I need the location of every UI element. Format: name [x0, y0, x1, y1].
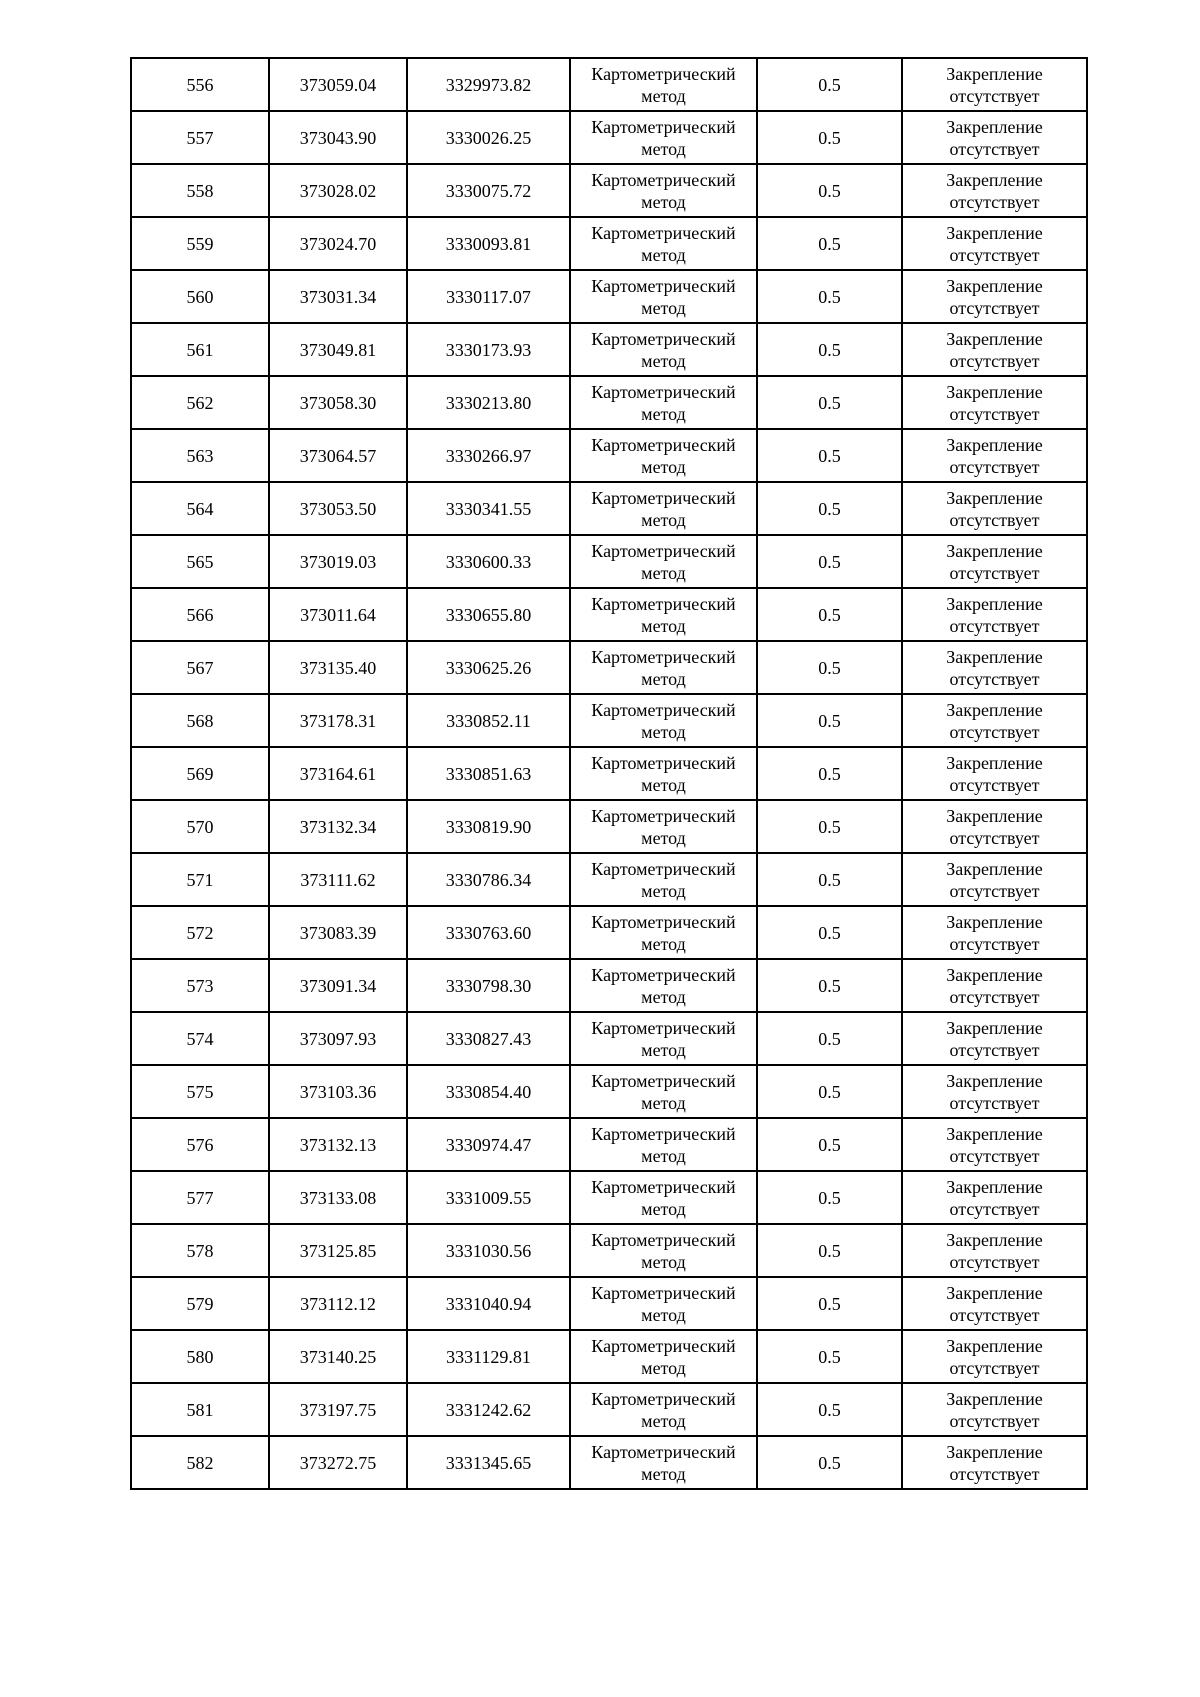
x-coordinate-cell: 373059.04: [269, 58, 407, 111]
accuracy-cell: 0.5: [757, 535, 902, 588]
fixation-cell: Закрепление отсутствует: [902, 747, 1087, 800]
accuracy-cell: 0.5: [757, 641, 902, 694]
method-cell: Картометрический метод: [570, 747, 757, 800]
fixation-cell: Закрепление отсутствует: [902, 853, 1087, 906]
table-row: [131, 111, 1087, 164]
table-row: [131, 641, 1087, 694]
point-number-cell: 558: [131, 164, 269, 217]
y-coordinate-cell: 3330854.40: [407, 1065, 570, 1118]
fixation-cell: Закрепление отсутствует: [902, 429, 1087, 482]
table-row: [131, 482, 1087, 535]
y-coordinate-cell: 3330341.55: [407, 482, 570, 535]
x-coordinate-cell: 373164.61: [269, 747, 407, 800]
accuracy-cell: 0.5: [757, 217, 902, 270]
fixation-cell: Закрепление отсутствует: [902, 535, 1087, 588]
x-coordinate-cell: 373053.50: [269, 482, 407, 535]
method-cell: Картометрический метод: [570, 906, 757, 959]
point-number-cell: 557: [131, 111, 269, 164]
table-row: [131, 58, 1087, 111]
fixation-cell: Закрепление отсутствует: [902, 270, 1087, 323]
point-number-cell: 560: [131, 270, 269, 323]
accuracy-cell: 0.5: [757, 906, 902, 959]
accuracy-cell: 0.5: [757, 164, 902, 217]
x-coordinate-cell: 373132.34: [269, 800, 407, 853]
method-cell: Картометрический метод: [570, 429, 757, 482]
table-row: [131, 1012, 1087, 1065]
point-number-cell: 568: [131, 694, 269, 747]
x-coordinate-cell: 373112.12: [269, 1277, 407, 1330]
table-row: [131, 1171, 1087, 1224]
point-number-cell: 572: [131, 906, 269, 959]
method-cell: Картометрический метод: [570, 376, 757, 429]
y-coordinate-cell: 3330026.25: [407, 111, 570, 164]
fixation-cell: Закрепление отсутствует: [902, 588, 1087, 641]
y-coordinate-cell: 3330213.80: [407, 376, 570, 429]
table-row: [131, 376, 1087, 429]
fixation-cell: Закрепление отсутствует: [902, 1118, 1087, 1171]
x-coordinate-cell: 373049.81: [269, 323, 407, 376]
x-coordinate-cell: 373125.85: [269, 1224, 407, 1277]
table-row: [131, 535, 1087, 588]
x-coordinate-cell: 373083.39: [269, 906, 407, 959]
table-row: [131, 959, 1087, 1012]
x-coordinate-cell: 373024.70: [269, 217, 407, 270]
y-coordinate-cell: 3330266.97: [407, 429, 570, 482]
accuracy-cell: 0.5: [757, 694, 902, 747]
point-number-cell: 571: [131, 853, 269, 906]
table-row: [131, 164, 1087, 217]
method-cell: Картометрический метод: [570, 1330, 757, 1383]
accuracy-cell: 0.5: [757, 376, 902, 429]
x-coordinate-cell: 373178.31: [269, 694, 407, 747]
x-coordinate-cell: 373064.57: [269, 429, 407, 482]
point-number-cell: 559: [131, 217, 269, 270]
fixation-cell: Закрепление отсутствует: [902, 1383, 1087, 1436]
point-number-cell: 575: [131, 1065, 269, 1118]
fixation-cell: Закрепление отсутствует: [902, 1012, 1087, 1065]
accuracy-cell: 0.5: [757, 959, 902, 1012]
y-coordinate-cell: 3330093.81: [407, 217, 570, 270]
fixation-cell: Закрепление отсутствует: [902, 482, 1087, 535]
table-row: [131, 323, 1087, 376]
x-coordinate-cell: 373019.03: [269, 535, 407, 588]
y-coordinate-cell: 3330763.60: [407, 906, 570, 959]
fixation-cell: Закрепление отсутствует: [902, 906, 1087, 959]
table-row: [131, 906, 1087, 959]
x-coordinate-cell: 373028.02: [269, 164, 407, 217]
table-row: [131, 270, 1087, 323]
fixation-cell: Закрепление отсутствует: [902, 1065, 1087, 1118]
method-cell: Картометрический метод: [570, 1436, 757, 1489]
fixation-cell: Закрепление отсутствует: [902, 694, 1087, 747]
table-row: [131, 853, 1087, 906]
point-number-cell: 577: [131, 1171, 269, 1224]
method-cell: Картометрический метод: [570, 800, 757, 853]
accuracy-cell: 0.5: [757, 1383, 902, 1436]
accuracy-cell: 0.5: [757, 111, 902, 164]
method-cell: Картометрический метод: [570, 1277, 757, 1330]
table-row: [131, 1277, 1087, 1330]
method-cell: Картометрический метод: [570, 482, 757, 535]
table-row: [131, 217, 1087, 270]
method-cell: Картометрический метод: [570, 217, 757, 270]
table-row: [131, 800, 1087, 853]
x-coordinate-cell: 373103.36: [269, 1065, 407, 1118]
point-number-cell: 579: [131, 1277, 269, 1330]
accuracy-cell: 0.5: [757, 588, 902, 641]
fixation-cell: Закрепление отсутствует: [902, 58, 1087, 111]
fixation-cell: Закрепление отсутствует: [902, 959, 1087, 1012]
y-coordinate-cell: 3331345.65: [407, 1436, 570, 1489]
method-cell: Картометрический метод: [570, 323, 757, 376]
accuracy-cell: 0.5: [757, 1171, 902, 1224]
table-row: [131, 1383, 1087, 1436]
point-number-cell: 573: [131, 959, 269, 1012]
x-coordinate-cell: 373031.34: [269, 270, 407, 323]
fixation-cell: Закрепление отсутствует: [902, 641, 1087, 694]
fixation-cell: Закрепление отсутствует: [902, 1436, 1087, 1489]
method-cell: Картометрический метод: [570, 535, 757, 588]
x-coordinate-cell: 373132.13: [269, 1118, 407, 1171]
method-cell: Картометрический метод: [570, 694, 757, 747]
fixation-cell: Закрепление отсутствует: [902, 111, 1087, 164]
y-coordinate-cell: 3329973.82: [407, 58, 570, 111]
table-row: [131, 1330, 1087, 1383]
point-number-cell: 562: [131, 376, 269, 429]
fixation-cell: Закрепление отсутствует: [902, 1224, 1087, 1277]
point-number-cell: 563: [131, 429, 269, 482]
y-coordinate-cell: 3331009.55: [407, 1171, 570, 1224]
fixation-cell: Закрепление отсутствует: [902, 323, 1087, 376]
point-number-cell: 580: [131, 1330, 269, 1383]
accuracy-cell: 0.5: [757, 58, 902, 111]
method-cell: Картометрический метод: [570, 164, 757, 217]
y-coordinate-cell: 3330798.30: [407, 959, 570, 1012]
accuracy-cell: 0.5: [757, 747, 902, 800]
y-coordinate-cell: 3330625.26: [407, 641, 570, 694]
table-row: [131, 1065, 1087, 1118]
x-coordinate-cell: 373133.08: [269, 1171, 407, 1224]
point-number-cell: 570: [131, 800, 269, 853]
point-number-cell: 581: [131, 1383, 269, 1436]
fixation-cell: Закрепление отсутствует: [902, 800, 1087, 853]
fixation-cell: Закрепление отсутствует: [902, 1277, 1087, 1330]
y-coordinate-cell: 3331040.94: [407, 1277, 570, 1330]
point-number-cell: 578: [131, 1224, 269, 1277]
fixation-cell: Закрепление отсутствует: [902, 1330, 1087, 1383]
x-coordinate-cell: 373091.34: [269, 959, 407, 1012]
y-coordinate-cell: 3330851.63: [407, 747, 570, 800]
y-coordinate-cell: 3330819.90: [407, 800, 570, 853]
method-cell: Картометрический метод: [570, 959, 757, 1012]
point-number-cell: 565: [131, 535, 269, 588]
x-coordinate-cell: 373011.64: [269, 588, 407, 641]
point-number-cell: 569: [131, 747, 269, 800]
accuracy-cell: 0.5: [757, 323, 902, 376]
x-coordinate-cell: 373197.75: [269, 1383, 407, 1436]
point-number-cell: 567: [131, 641, 269, 694]
fixation-cell: Закрепление отсутствует: [902, 376, 1087, 429]
x-coordinate-cell: 373058.30: [269, 376, 407, 429]
y-coordinate-cell: 3330974.47: [407, 1118, 570, 1171]
table-row: [131, 1436, 1087, 1489]
point-number-cell: 564: [131, 482, 269, 535]
table-row: [131, 429, 1087, 482]
y-coordinate-cell: 3330852.11: [407, 694, 570, 747]
x-coordinate-cell: 373111.62: [269, 853, 407, 906]
table-row: [131, 588, 1087, 641]
y-coordinate-cell: 3330075.72: [407, 164, 570, 217]
accuracy-cell: 0.5: [757, 270, 902, 323]
accuracy-cell: 0.5: [757, 1065, 902, 1118]
table-row: [131, 747, 1087, 800]
point-number-cell: 582: [131, 1436, 269, 1489]
method-cell: Картометрический метод: [570, 1065, 757, 1118]
accuracy-cell: 0.5: [757, 800, 902, 853]
point-number-cell: 566: [131, 588, 269, 641]
y-coordinate-cell: 3330827.43: [407, 1012, 570, 1065]
accuracy-cell: 0.5: [757, 853, 902, 906]
method-cell: Картометрический метод: [570, 588, 757, 641]
y-coordinate-cell: 3330600.33: [407, 535, 570, 588]
method-cell: Картометрический метод: [570, 111, 757, 164]
fixation-cell: Закрепление отсутствует: [902, 217, 1087, 270]
accuracy-cell: 0.5: [757, 482, 902, 535]
coordinates-table: [130, 57, 1088, 1490]
point-number-cell: 556: [131, 58, 269, 111]
point-number-cell: 576: [131, 1118, 269, 1171]
table-row: [131, 1224, 1087, 1277]
y-coordinate-cell: 3330173.93: [407, 323, 570, 376]
coordinates-table-body: [131, 58, 1087, 1489]
method-cell: Картометрический метод: [570, 1383, 757, 1436]
x-coordinate-cell: 373272.75: [269, 1436, 407, 1489]
y-coordinate-cell: 3330786.34: [407, 853, 570, 906]
accuracy-cell: 0.5: [757, 1436, 902, 1489]
y-coordinate-cell: 3331030.56: [407, 1224, 570, 1277]
accuracy-cell: 0.5: [757, 429, 902, 482]
y-coordinate-cell: 3330117.07: [407, 270, 570, 323]
method-cell: Картометрический метод: [570, 58, 757, 111]
fixation-cell: Закрепление отсутствует: [902, 164, 1087, 217]
accuracy-cell: 0.5: [757, 1012, 902, 1065]
method-cell: Картометрический метод: [570, 641, 757, 694]
accuracy-cell: 0.5: [757, 1118, 902, 1171]
accuracy-cell: 0.5: [757, 1277, 902, 1330]
method-cell: Картометрический метод: [570, 853, 757, 906]
accuracy-cell: 0.5: [757, 1224, 902, 1277]
method-cell: Картометрический метод: [570, 1171, 757, 1224]
table-row: [131, 694, 1087, 747]
method-cell: Картометрический метод: [570, 1224, 757, 1277]
fixation-cell: Закрепление отсутствует: [902, 1171, 1087, 1224]
y-coordinate-cell: 3330655.80: [407, 588, 570, 641]
point-number-cell: 574: [131, 1012, 269, 1065]
x-coordinate-cell: 373097.93: [269, 1012, 407, 1065]
method-cell: Картометрический метод: [570, 1118, 757, 1171]
method-cell: Картометрический метод: [570, 270, 757, 323]
method-cell: Картометрический метод: [570, 1012, 757, 1065]
y-coordinate-cell: 3331242.62: [407, 1383, 570, 1436]
x-coordinate-cell: 373135.40: [269, 641, 407, 694]
x-coordinate-cell: 373043.90: [269, 111, 407, 164]
x-coordinate-cell: 373140.25: [269, 1330, 407, 1383]
accuracy-cell: 0.5: [757, 1330, 902, 1383]
point-number-cell: 561: [131, 323, 269, 376]
table-row: [131, 1118, 1087, 1171]
y-coordinate-cell: 3331129.81: [407, 1330, 570, 1383]
